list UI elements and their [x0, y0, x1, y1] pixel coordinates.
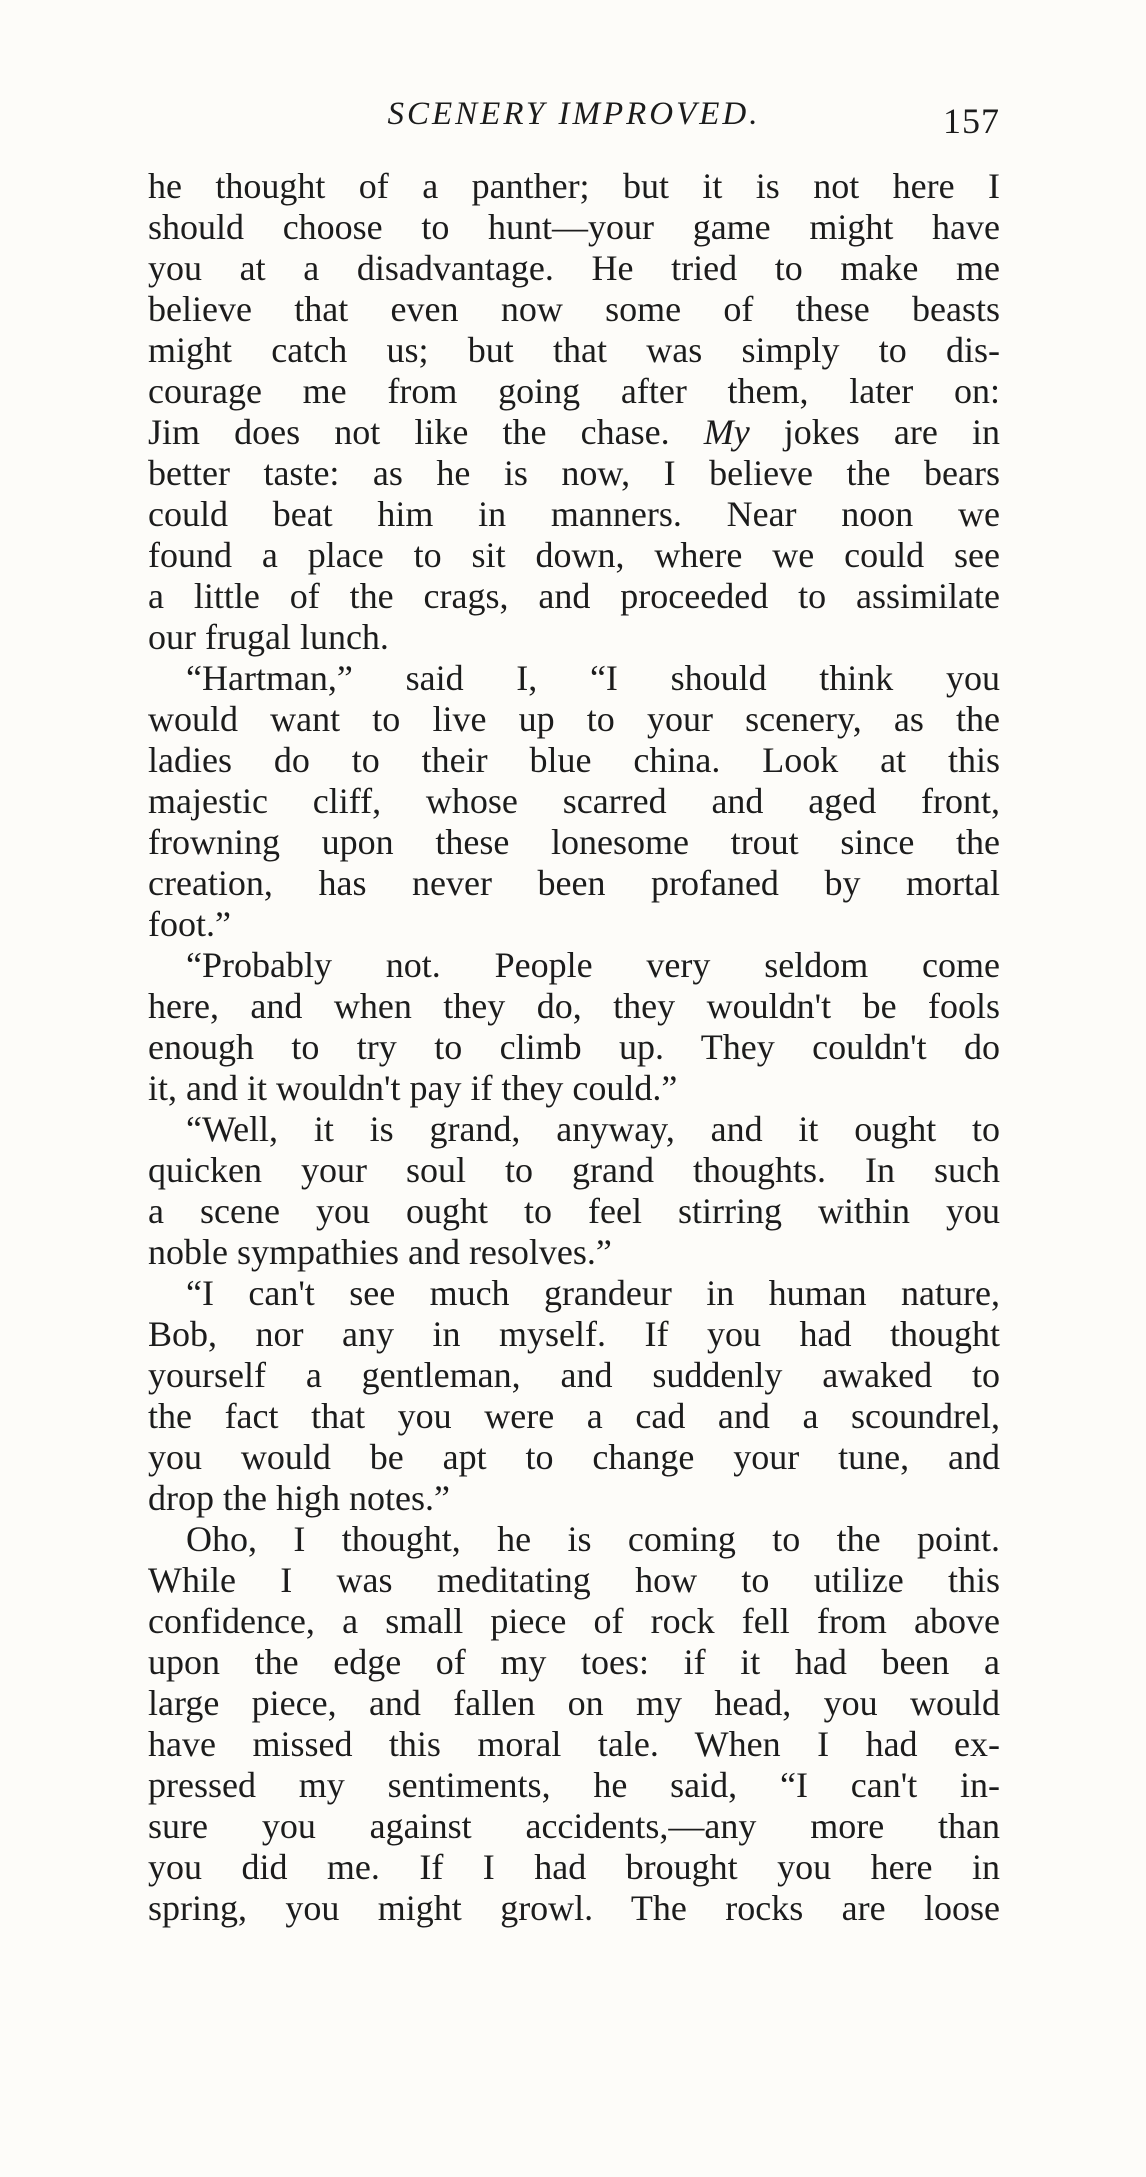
- text-line: better taste: as he is now, I believe the bears: [148, 453, 1000, 493]
- running-title: SCENERY IMPROVED.: [387, 96, 761, 132]
- emphasis-text: My: [703, 412, 750, 452]
- text-line: “Well, it is grand, anyway, and it ought to: [186, 1109, 1000, 1149]
- text-segment: jokes are in: [749, 412, 1000, 452]
- text-line: have missed this moral tale. When I had ex-: [148, 1724, 1000, 1764]
- text-line: believe that even now some of these beasts: [148, 289, 1000, 329]
- text-line: confidence, a small piece of rock fell from above: [148, 1601, 1000, 1641]
- text-line: Bob, nor any in myself. If you had thought: [148, 1314, 1000, 1354]
- text-line: majestic cliff, whose scarred and aged front,: [148, 781, 1000, 821]
- text-line: upon the edge of my toes: if it had been a: [148, 1642, 1000, 1682]
- text-line: yourself a gentleman, and suddenly awaked to: [148, 1355, 1000, 1395]
- text-line: here, and when they do, they wouldn't be fools: [148, 986, 1000, 1026]
- text-line: you did me. If I had brought you here in: [148, 1847, 1000, 1887]
- text-line: “Hartman,” said I, “I should think you: [186, 658, 1000, 698]
- text-line: enough to try to climb up. They couldn't do: [148, 1027, 1000, 1067]
- text-line: found a place to sit down, where we could see: [148, 535, 1000, 575]
- text-segment: Jim does not like the chase.: [148, 412, 704, 452]
- running-head: [148, 96, 1000, 146]
- text-line: it, and it wouldn't pay if they could.”: [148, 1068, 678, 1108]
- text-line: large piece, and fallen on my head, you would: [148, 1683, 1000, 1723]
- text-line: should choose to hunt—your game might have: [148, 207, 1000, 247]
- text-line: “Probably not. People very seldom come: [186, 945, 1000, 985]
- text-line: quicken your soul to grand thoughts. In such: [148, 1150, 1000, 1190]
- text-line: would want to live up to your scenery, as the: [148, 699, 1000, 739]
- page-number: 157: [943, 101, 1000, 141]
- text-line: you at a disadvantage. He tried to make me: [148, 248, 1000, 288]
- text-line: could beat him in manners. Near noon we: [148, 494, 1000, 534]
- text-line: foot.”: [148, 904, 231, 944]
- text-line: courage me from going after them, later on:: [148, 371, 1000, 411]
- text-line: “I can't see much grandeur in human nature,: [186, 1273, 1000, 1313]
- text-line: the fact that you were a cad and a scoundrel,: [148, 1396, 1000, 1436]
- text-line: spring, you might growl. The rocks are loose: [148, 1888, 1000, 1928]
- text-line: While I was meditating how to utilize this: [148, 1560, 1000, 1600]
- text-line: sure you against accidents,—any more than: [148, 1806, 1000, 1846]
- text-line: our frugal lunch.: [148, 617, 389, 657]
- text-line: creation, has never been profaned by mortal: [148, 863, 1000, 903]
- text-line: frowning upon these lonesome trout since the: [148, 822, 1000, 862]
- text-line: a little of the crags, and proceeded to assimilate: [148, 576, 1000, 616]
- text-line: might catch us; but that was simply to dis-: [148, 330, 1000, 370]
- text-line: [148, 412, 1000, 453]
- text-line: he thought of a panther; but it is not here I: [148, 166, 1000, 206]
- text-line: pressed my sentiments, he said, “I can't in-: [148, 1765, 1000, 1805]
- text-line: ladies do to their blue china. Look at this: [148, 740, 1000, 780]
- text-line: you would be apt to change your tune, and: [148, 1437, 1000, 1477]
- text-line: drop the high notes.”: [148, 1478, 450, 1518]
- text-line: a scene you ought to feel stirring within you: [148, 1191, 1000, 1231]
- text-line: noble sympathies and resolves.”: [148, 1232, 612, 1272]
- text-line: Oho, I thought, he is coming to the point.: [186, 1519, 1000, 1559]
- body-text: [148, 166, 1000, 1929]
